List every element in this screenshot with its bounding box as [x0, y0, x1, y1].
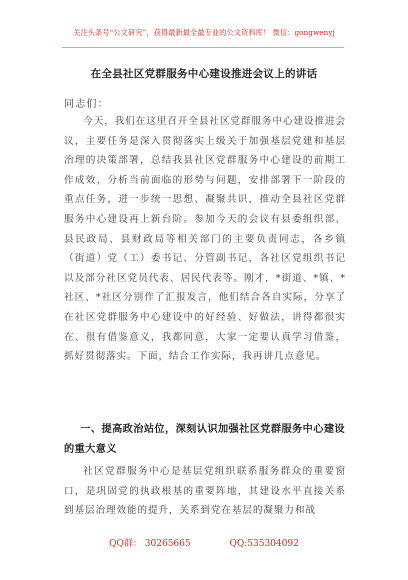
body-paragraph-2: 社区党群服务中心是基层党组织联系服务群众的重要窗口，是巩固党的执政根基的重要阵地，其建设水平直接关系到基层治理效能的提升，关系到党在基层的凝聚力和战 [64, 466, 346, 517]
footer-qq-group: QQ群： 30265665 [109, 539, 191, 549]
salutation: 同志们： [64, 99, 109, 110]
section-heading-1: 一、提高政治站位，深刻认识加强社区党群服务中心建设的重大意义 [64, 423, 345, 455]
footer-contact [0, 536, 408, 549]
header-divider [62, 47, 344, 48]
header-banner: 关注头条号“公文研究”，获得最新最全最专业的公文资料库！ 微信：gongwenyj [73, 28, 335, 37]
body-paragraph-1: 今天，我们在这里召开全县社区党群服务中心建设推进会议，主要任务是深入贯彻落实上级关于加强基层党建和基层治理的决策部署，总结我县社区党群服务中心建设的前期工作成效，分析当前面临的形势与问题，安排部署下一阶段的重点任务，进一步统一思想、凝聚共识，推动全县社区党群服务中心建设再上新台阶。参加今天的会议有县委组织部、县民政局、县财政局等相关部门的主要负责同志，各乡镇（街道）党（工）委书记、分管副书记，各社区党组织书记以及部分社区党员代表、居民代表等。刚才，*街道、*镇、*社区、*社区分别作了汇报发言，他们结合各自实际，分享了在社区党群服务中心建设中的好经验、好做法，讲得都很实在、很有借鉴意义，我都同意，大家一定要认真学习借鉴，抓好贯彻落实。下面，结合工作实际，我再讲几点意见。 [64, 116, 346, 363]
document-title: 在全县社区党群服务中心建设推进会议上的讲话 [90, 68, 318, 80]
footer-qq: QQ:535304092 [229, 539, 299, 549]
